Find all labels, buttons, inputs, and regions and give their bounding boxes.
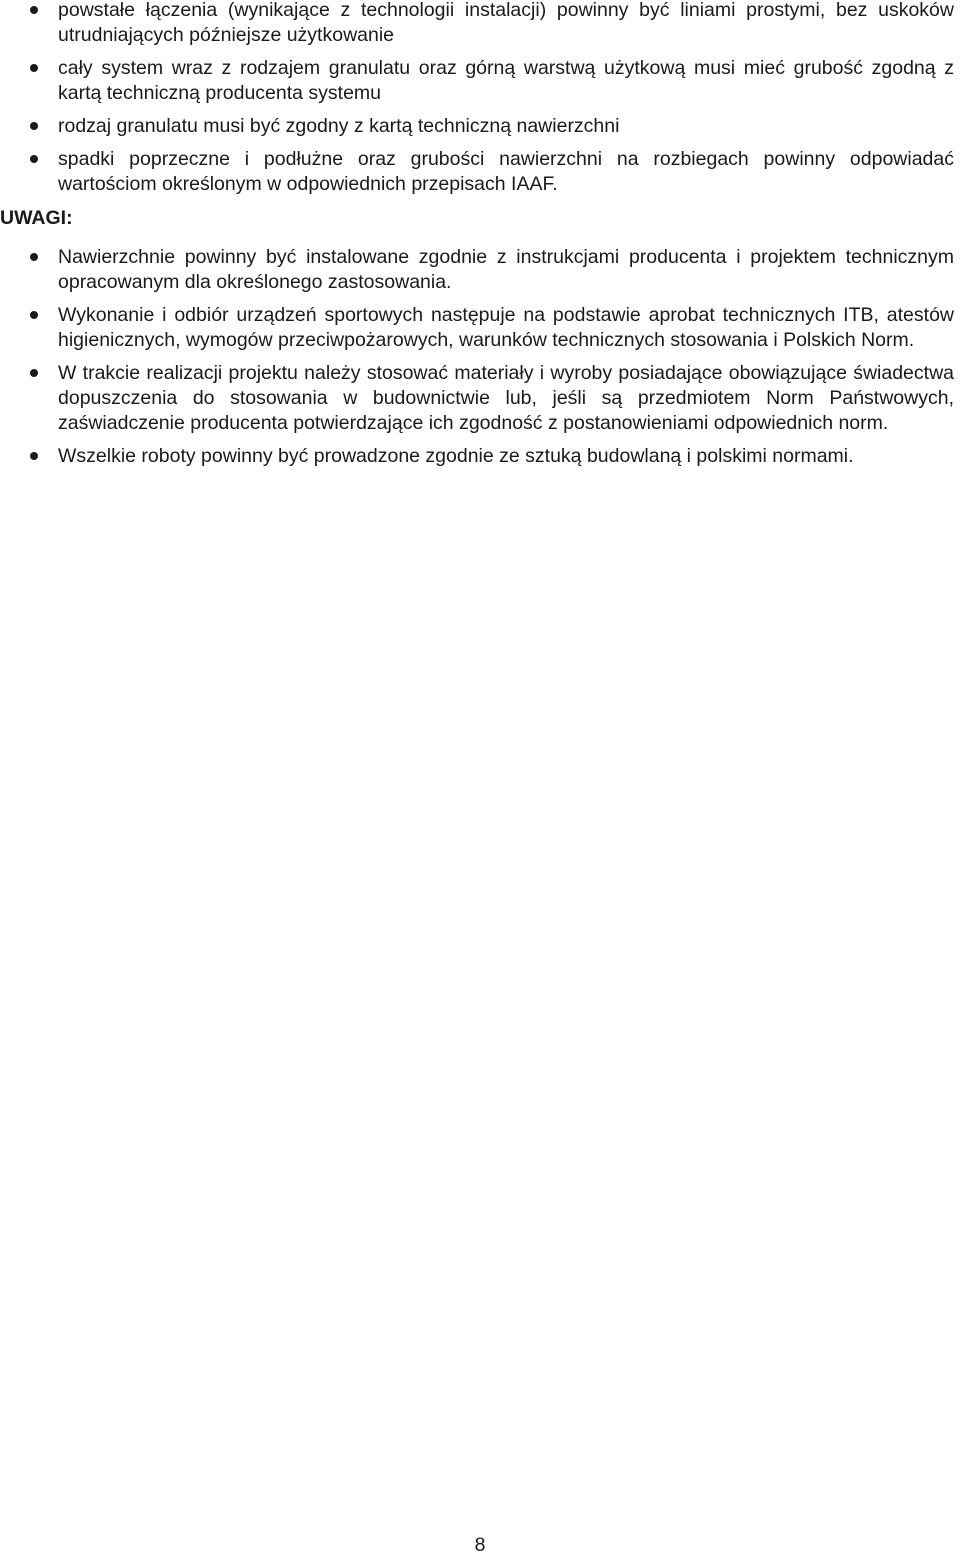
list-item: W trakcie realizacji projektu należy stosować materiały i wyroby posiadające obowiązujące świadectwa dopuszczenia do stosowania w budownictwie lub, jeśli są przedmiotem Norm Państwowych, zaświadczenie producenta potwierdzające ich zgodność z postanowieniami odpowiednich norm. bbox=[0, 361, 960, 436]
list-item: Wykonanie i odbiór urządzeń sportowych następuje na podstawie aprobat technicznych ITB, atestów higienicznych, wymogów przeciwpożarowych, warunków technicznych stosowania i Polskich Norm. bbox=[0, 303, 960, 353]
list-item: spadki poprzeczne i podłużne oraz grubości nawierzchni na rozbiegach powinny odpowiadać wartościom określonym w odpowiednich przepisach IAAF. bbox=[0, 147, 960, 197]
list-item: cały system wraz z rodzajem granulatu oraz górną warstwą użytkową musi mieć grubość zgodną z kartą techniczną producenta systemu bbox=[0, 56, 960, 106]
notes-heading: UWAGI: bbox=[0, 207, 73, 229]
list-item: powstałe łączenia (wynikające z technologii instalacji) powinny być liniami prostymi, bez uskoków utrudniających późniejsze użytkowanie bbox=[0, 0, 960, 48]
page-number-text: 8 bbox=[474, 1534, 486, 1556]
page-number bbox=[0, 1533, 960, 1558]
list-item: rodzaj granulatu musi być zgodny z kartą techniczną nawierzchni bbox=[0, 114, 960, 139]
list-item: Nawierzchnie powinny być instalowane zgodnie z instrukcjami producenta i projektem technicznym opracowanym dla określonego zastosowania. bbox=[0, 245, 960, 295]
list-item: Wszelkie roboty powinny być prowadzone zgodnie ze sztuką budowlaną i polskimi normami. bbox=[0, 444, 960, 469]
notes-list bbox=[0, 245, 960, 477]
requirements-list bbox=[0, 0, 960, 205]
